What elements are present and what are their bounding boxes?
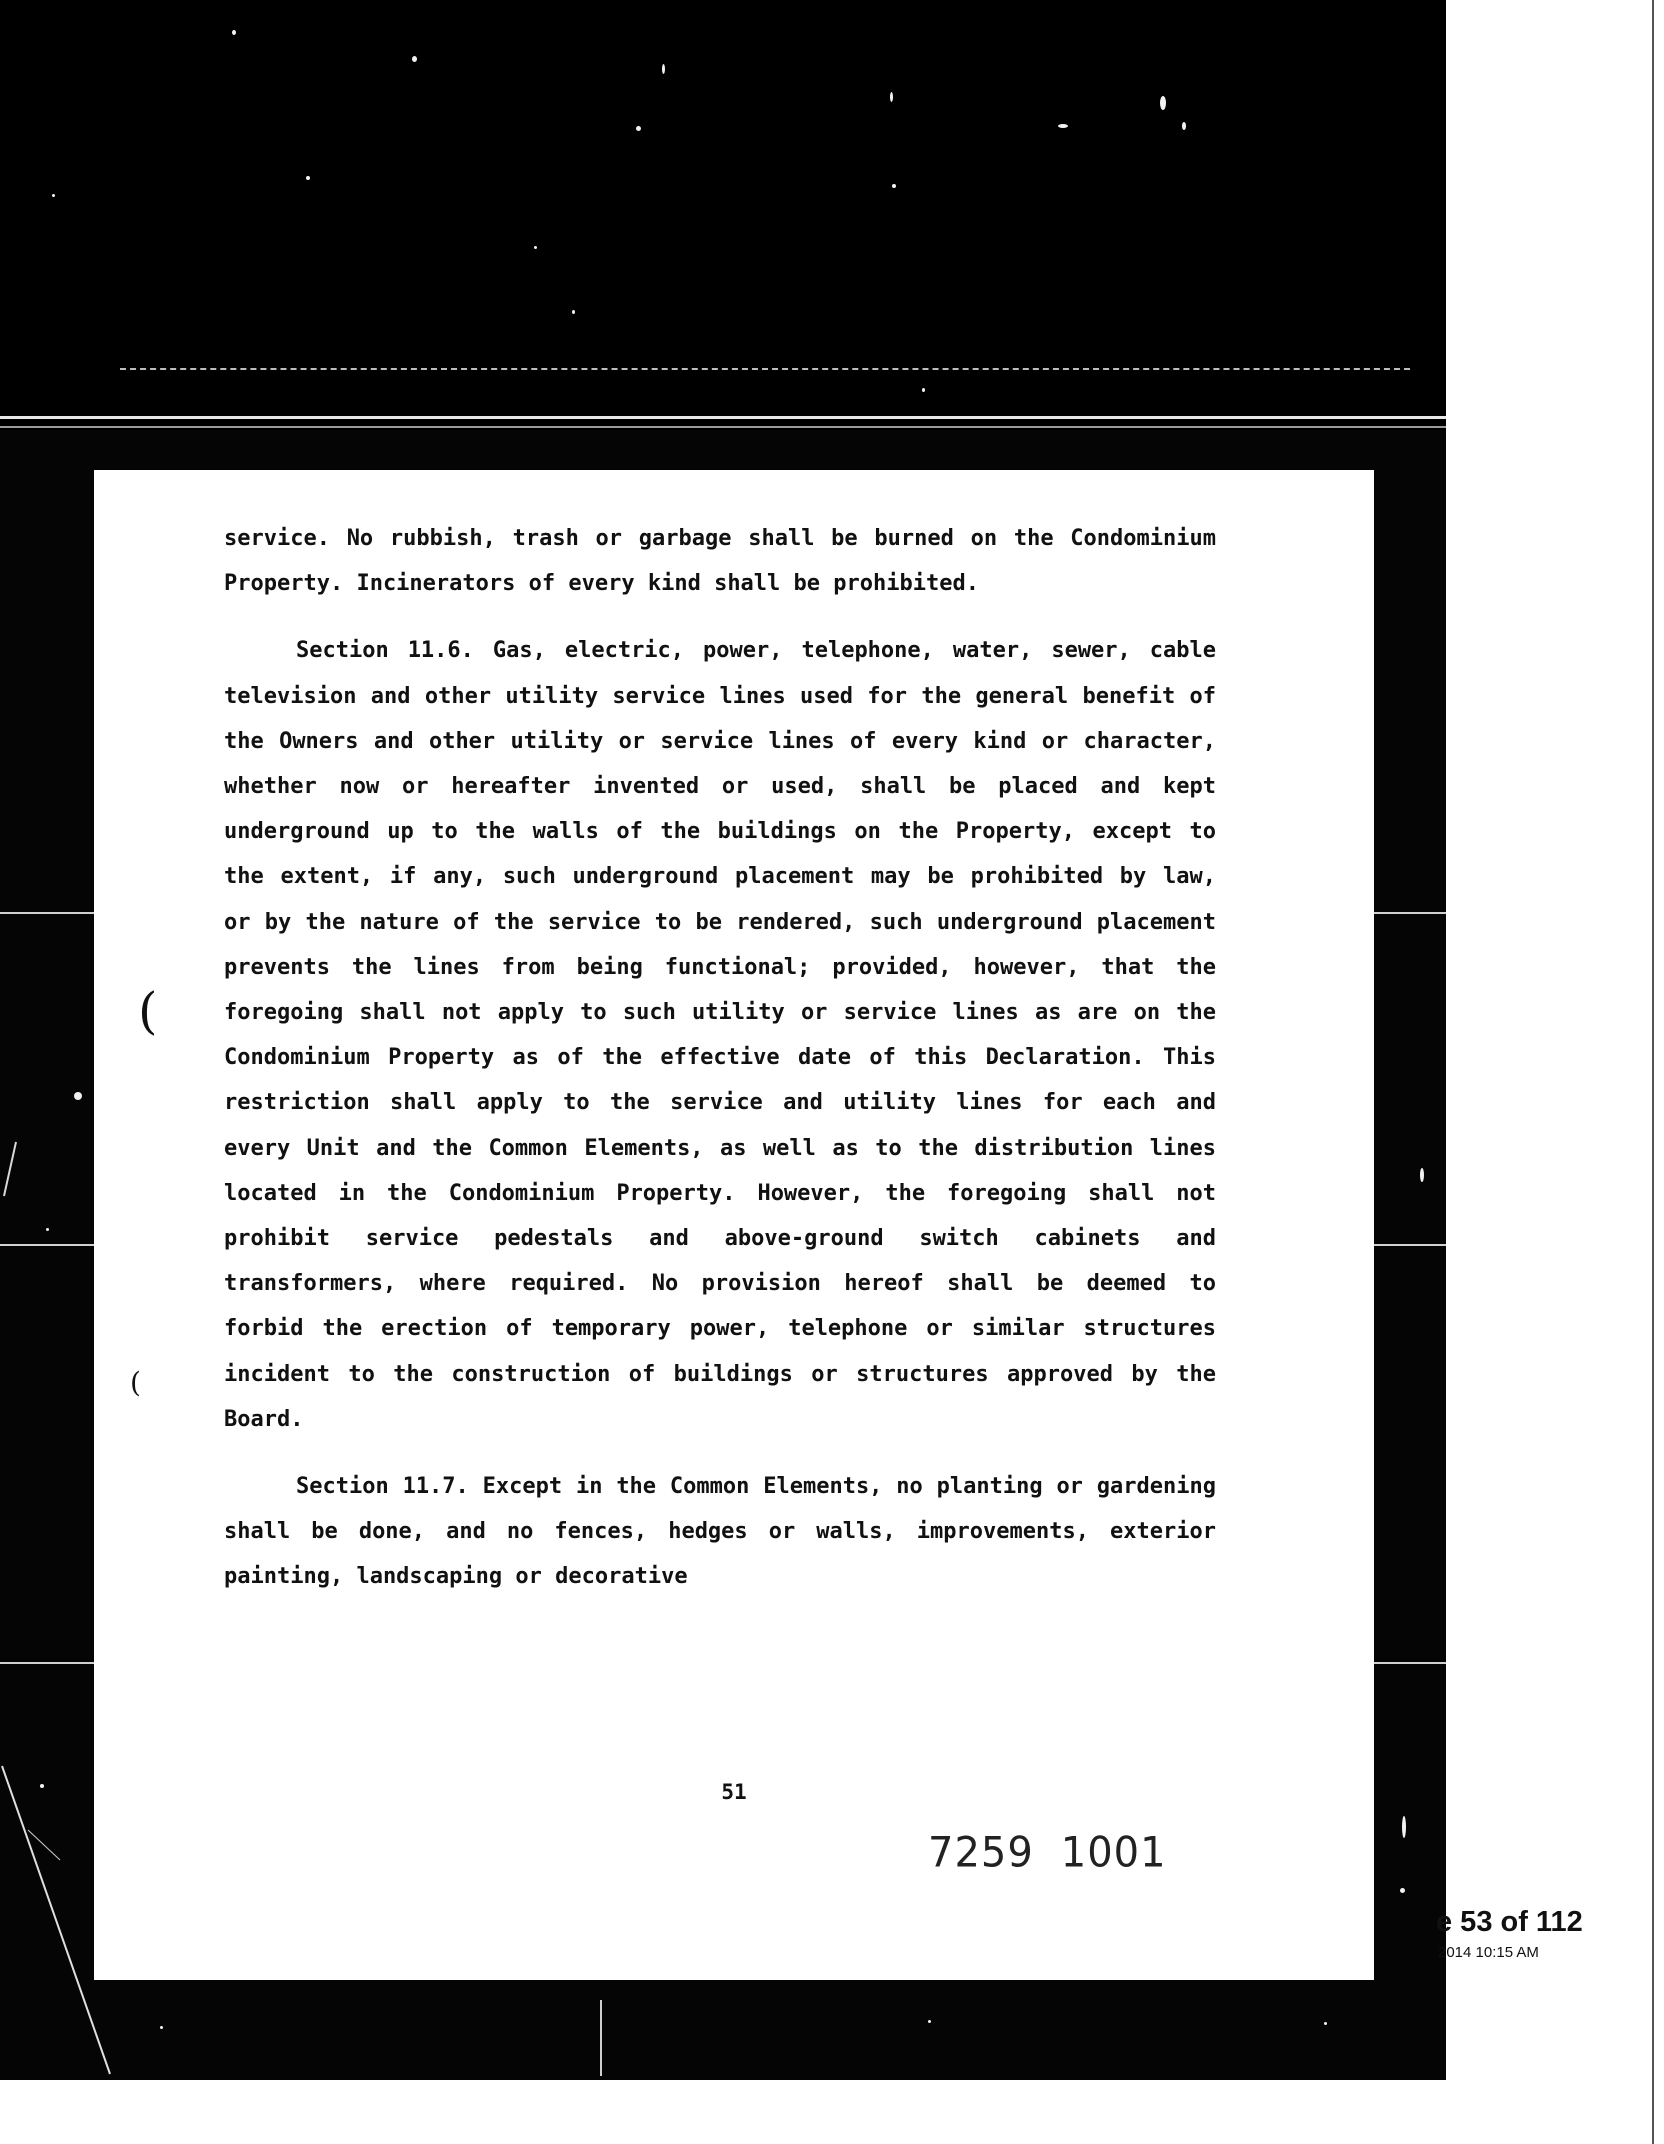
viewer-timestamp: 2014 10:15 AM: [1438, 1944, 1539, 1961]
document-page: [94, 470, 1374, 1980]
scan-speck: [1160, 96, 1166, 110]
scan-dark-top-band: [0, 0, 1446, 430]
scan-speck: [232, 30, 236, 35]
scan-speck: [890, 92, 893, 102]
scan-right-edge-line: [1374, 1244, 1446, 1246]
page-number: 51: [721, 1780, 747, 1804]
scan-rule-line-secondary: [0, 426, 1446, 428]
scan-speck: [928, 2020, 931, 2023]
document-text-body: [224, 516, 1216, 1622]
scan-speck: [412, 56, 417, 62]
scan-dashed-rule: [120, 368, 1410, 370]
scan-speck: [1182, 122, 1186, 130]
margin-smudge-mark: (: [130, 1366, 141, 1399]
scan-speck: [52, 194, 55, 197]
scan-speck: [74, 1092, 82, 1100]
scan-speck: [306, 176, 310, 180]
scan-left-streak: [0, 1140, 20, 1200]
book-page-stamp: 7259 1001: [928, 1828, 1167, 1878]
scan-speck: [534, 246, 537, 249]
scan-speck: [1420, 1168, 1424, 1182]
paragraph-continued: service. No rubbish, trash or garbage shall be burned on the Condominium Property. Incinerators of every kind shall be prohibited.: [224, 526, 1216, 597]
scan-speck: [160, 2026, 163, 2029]
scan-right-edge-line: [1374, 1662, 1446, 1664]
scan-speck: [922, 388, 925, 392]
scan-speck: [572, 310, 575, 314]
scan-right-edge-line: [1374, 912, 1446, 914]
scan-speck: [636, 126, 641, 131]
scan-speck: [1058, 124, 1068, 128]
scan-speck: [1400, 1888, 1405, 1893]
scan-speck: [892, 184, 896, 188]
scan-rule-line: [0, 416, 1446, 419]
margin-bracket-mark: (: [138, 982, 158, 1040]
scan-speck: [46, 1228, 49, 1231]
scan-speck: [1324, 2022, 1327, 2025]
scan-left-edge-line: [0, 1244, 94, 1246]
viewer-right-border: [1652, 0, 1654, 2144]
viewer-page-counter: e 53 of 112: [1436, 1906, 1583, 1938]
scan-vertical-streak: [596, 2000, 606, 2080]
scan-speck: [1402, 1816, 1406, 1838]
paragraph-section-11-7: Section 11.7. Except in the Common Elements, no planting or gardening shall be done, and no fences, hedges or walls, improvements, exterior painting, landscaping or decorative: [224, 1474, 1216, 1590]
scan-left-edge-line: [0, 912, 94, 914]
scan-speck: [662, 64, 665, 74]
scan-left-edge-line: [0, 1662, 94, 1664]
paragraph-section-11-6: Section 11.6. Gas, electric, power, telephone, water, sewer, cable television and other utility service lines used for the general benefit of the Owners and other utility or service lines of every kind or character, whether now or hereafter invented or used, shall be placed and kept underground up to the walls of the buildings on the Property, except to the extent, if any, such underground placement may be prohibited by law, or by the nature of the service to be rendered, such underground placement prevents the lines from being functional; provided, however, that the foregoing shall not apply to such utility or service lines as are on the Condominium Property as of the effective date of this Declaration. This restriction shall apply to the service and utility lines for each and every Unit and the Common Elements, as well as to the distribution lines located in the Condominium Property. However, the foregoing shall not prohibit service pedestals and above-ground switch cabinets and transformers, where required. No provision hereof shall be deemed to forbid the erection of temporary power, telephone or similar structures incident to the construction of buildings or structures approved by the Board.: [224, 638, 1216, 1432]
